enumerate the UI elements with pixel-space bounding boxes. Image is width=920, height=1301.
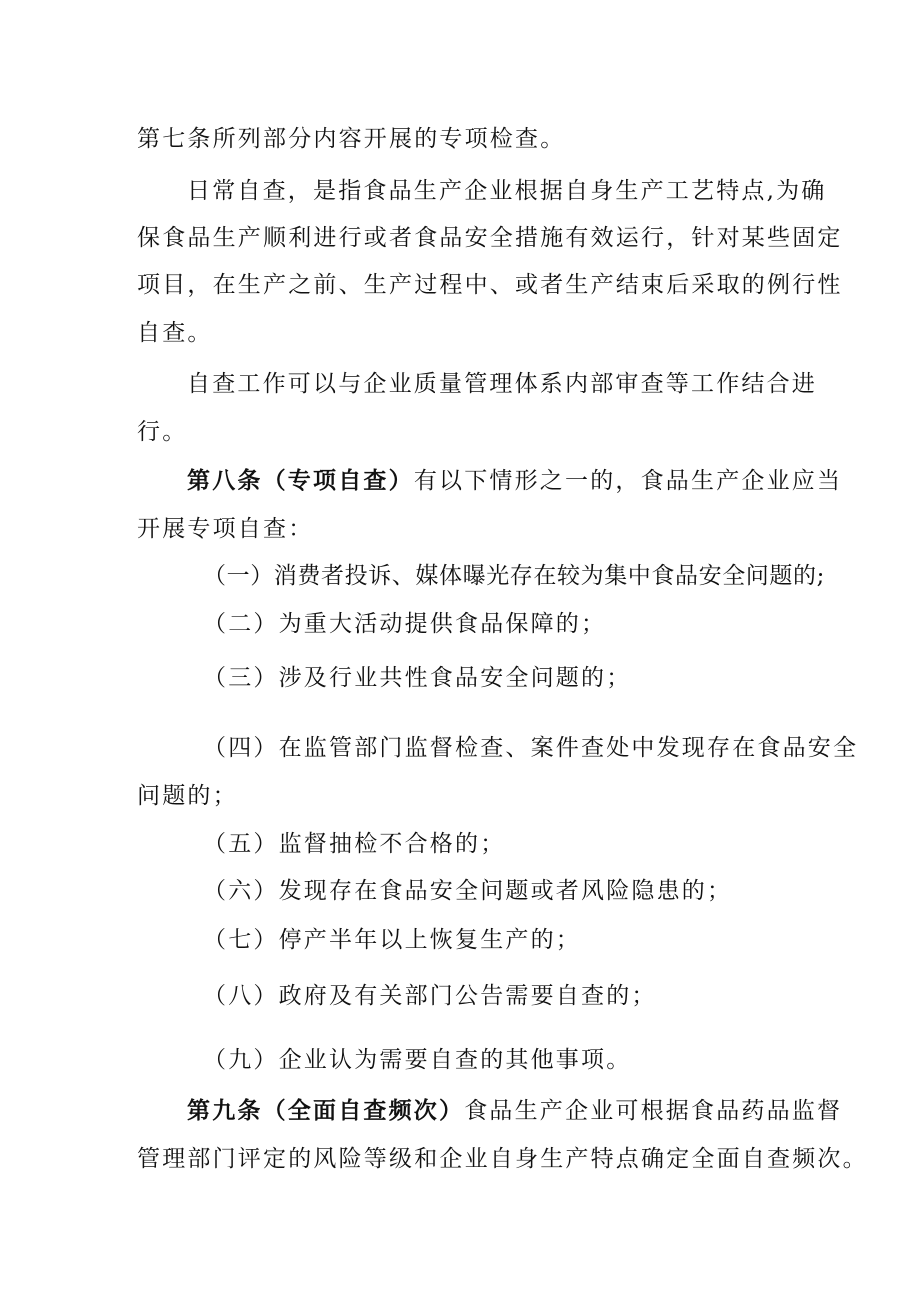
article-9-title: 第九条（全面自查频次） <box>187 1097 465 1124</box>
list-item: （一）消费者投诉、媒体曝光存在较为集中食品安全问题的; <box>203 563 825 589</box>
list-item: （四）在监管部门监督检查、案件查处中发现存在食品安全 <box>203 735 859 761</box>
paragraph-line: 管理部门评定的风险等级和企业自身生产特点确定全面自查频次。 <box>137 1146 868 1172</box>
article-8-heading-line <box>187 466 842 496</box>
paragraph-line: 行。 <box>137 419 188 445</box>
list-item: （三）涉及行业共性食品安全问题的； <box>203 665 632 691</box>
paragraph-line: 日常自查，是指食品生产企业根据自身生产工艺特点,为确 <box>187 178 827 204</box>
article-8-text: 有以下情形之一的，食品生产企业应当 <box>413 468 843 494</box>
paragraph-line: 自查。 <box>137 320 213 346</box>
paragraph-line: 第七条所列部分内容开展的专项检查。 <box>137 126 566 152</box>
paragraph-line: 项目，在生产之前、生产过程中、或者生产结束后采取的例行性 <box>137 272 843 298</box>
list-item: （五）监督抽检不合格的； <box>203 831 506 857</box>
article-9-text: 食品生产企业可根据食品药品监督 <box>464 1098 843 1124</box>
paragraph-line: 开展专项自查： <box>137 516 314 542</box>
list-item-continuation: 问题的； <box>137 783 238 809</box>
list-item: （六）发现存在食品安全问题或者风险隐患的； <box>203 878 733 904</box>
paragraph-line: 自查工作可以与企业质量管理体系内部审查等工作结合进 <box>187 371 817 397</box>
article-9-heading-line <box>187 1096 842 1126</box>
paragraph-line: 保食品生产顺利进行或者食品安全措施有效运行，针对某些固定 <box>137 225 843 251</box>
list-item: （七）停产半年以上恢复生产的； <box>203 927 581 953</box>
article-8-title: 第八条（专项自查） <box>187 467 414 494</box>
list-item: （二）为重大活动提供食品保障的； <box>203 611 607 637</box>
list-item: （八）政府及有关部门公告需要自查的； <box>203 983 657 1009</box>
list-item: （九）企业认为需要自查的其他事项。 <box>203 1047 632 1073</box>
